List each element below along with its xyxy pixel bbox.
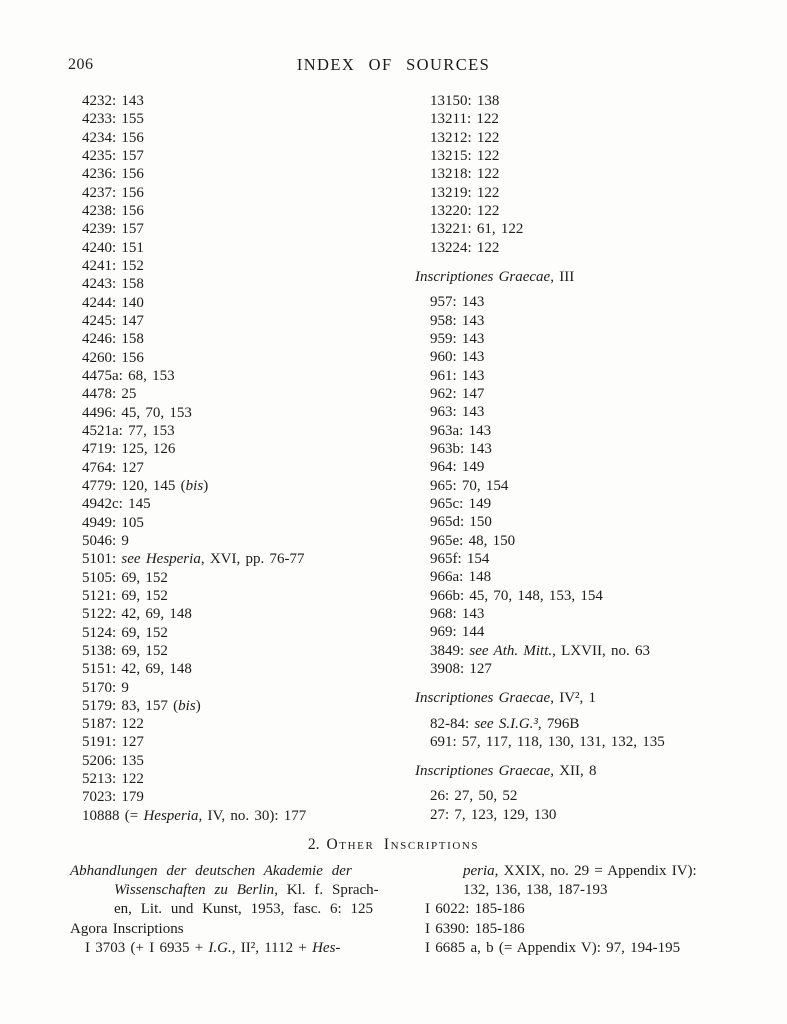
index-entry: [82, 367, 402, 385]
text-segment: 13150: 138: [430, 93, 500, 109]
index-entry: [82, 422, 402, 440]
index-entry: [415, 440, 760, 458]
text-segment: , 796B: [537, 715, 580, 732]
index-entry: [415, 348, 760, 366]
text-segment: Inscriptiones Graecae: [415, 763, 551, 780]
text-segment: 966a: 148: [430, 569, 492, 586]
section-number: 2.: [307, 836, 320, 853]
text-segment: 4234: 156: [82, 129, 144, 146]
text-segment: 963: 143: [430, 404, 485, 421]
text-segment: , III: [550, 268, 575, 285]
text-segment: 966b: 45, 70, 148, 153, 154: [430, 587, 603, 604]
index-entry: [415, 495, 760, 513]
text-segment: ): [203, 477, 209, 494]
index-entry: [82, 495, 402, 513]
text-segment: see S.I.G.³: [474, 715, 538, 732]
section-title: Other Inscriptions: [326, 836, 480, 853]
index-entry: [82, 715, 402, 733]
text-segment: 969: 144: [430, 624, 485, 641]
index-entry: [82, 239, 402, 257]
text-segment: 968: 143: [430, 605, 485, 622]
text-segment: 3849:: [430, 642, 470, 659]
text-segment: 132, 136, 138, 187-193: [463, 882, 608, 899]
text-segment: ): [195, 697, 201, 714]
text-segment: , II², 1112 +: [231, 939, 313, 956]
index-entry: [82, 770, 402, 788]
index-entry: [415, 477, 760, 495]
index-entry: [82, 733, 402, 751]
index-entry: [82, 165, 402, 183]
text-segment: Inscriptiones Graecae: [415, 690, 551, 707]
index-entry: [425, 900, 755, 919]
text-segment: 960: 143: [430, 349, 485, 366]
index-heading: [415, 762, 760, 780]
index-entry: [415, 110, 760, 128]
index-heading: [415, 689, 760, 707]
other-inscriptions-right: [425, 862, 755, 958]
text-segment: 964: 149: [430, 459, 485, 476]
text-segment: 962: 147: [430, 385, 485, 402]
index-entry: [82, 129, 402, 147]
index-entry: [82, 587, 402, 605]
index-entry: [415, 330, 760, 348]
index-entry: [415, 642, 760, 660]
index-entry: [82, 477, 402, 495]
index-entry: [415, 715, 760, 733]
index-entry: [415, 129, 760, 147]
index-entry: [82, 92, 402, 110]
index-entry: [415, 458, 760, 476]
index-entry: [415, 532, 760, 550]
text-segment: 4942c: 145: [82, 496, 151, 513]
index-entry: [415, 660, 760, 678]
text-segment: 3908: 127: [430, 660, 492, 677]
text-segment: , Kl. f. Sprach-: [274, 882, 379, 899]
text-segment: 965d: 150: [430, 514, 492, 531]
text-segment: , XII, 8: [550, 763, 597, 780]
text-segment: 4241: 152: [82, 257, 144, 274]
text-segment: see Ath. Mitt.: [469, 642, 553, 659]
index-entry: [70, 939, 405, 958]
index-entry: [415, 550, 760, 568]
text-segment: , XXIX, no. 29 = Appendix IV):: [494, 863, 697, 879]
index-entry: [415, 733, 760, 751]
text-segment: , IV², 1: [550, 690, 597, 707]
index-entry: [70, 881, 405, 900]
index-entry: [425, 939, 755, 958]
text-segment: 4496: 45, 70, 153: [82, 404, 192, 421]
text-segment: Hesperia: [143, 807, 199, 824]
text-segment: 13224: 122: [430, 239, 500, 256]
index-entry: [415, 385, 760, 403]
index-entry: [82, 349, 402, 367]
text-segment: bis: [185, 477, 204, 494]
index-entry: [82, 257, 402, 275]
index-entry: [415, 92, 760, 110]
index-entry: [415, 605, 760, 623]
text-segment: 4246: 158: [82, 331, 144, 348]
text-segment: I.G.: [208, 939, 232, 956]
index-entry: [70, 900, 405, 919]
index-entry: [415, 367, 760, 385]
other-inscriptions-left: [70, 862, 405, 958]
text-segment: 5122: 42, 69, 148: [82, 606, 192, 623]
text-segment: 963a: 143: [430, 422, 492, 439]
text-segment: 4719: 125, 126: [82, 441, 176, 458]
text-segment: 4244: 140: [82, 294, 144, 311]
index-entry: [82, 550, 402, 568]
text-segment: 957: 143: [430, 294, 485, 311]
text-segment: 4239: 157: [82, 221, 144, 238]
index-entry: [82, 624, 402, 642]
text-segment: 5170: 9: [82, 679, 129, 696]
index-entry: [415, 787, 760, 805]
text-segment: 5213: 122: [82, 771, 144, 788]
index-entry: [82, 788, 402, 806]
index-entry: [415, 806, 760, 824]
text-segment: 959: 143: [430, 330, 485, 347]
text-segment: 5105: 69, 152: [82, 569, 168, 586]
text-segment: 4764: 127: [82, 459, 144, 476]
index-column-right: [415, 92, 760, 824]
text-segment: , LXVII, no. 63: [552, 642, 650, 659]
text-segment: en, Lit. und Kunst, 1953, fasc. 6: 125: [114, 901, 374, 918]
index-entry: [415, 184, 760, 202]
index-entry: [82, 404, 402, 422]
text-segment: 4521a: 77, 153: [82, 422, 175, 439]
text-segment: 13215: 122: [430, 147, 500, 164]
text-segment: , XVI, pp. 76-77: [200, 551, 305, 568]
index-entry: [82, 184, 402, 202]
text-segment: 27: 7, 123, 129, 130: [430, 806, 557, 823]
text-segment: 4237: 156: [82, 184, 144, 201]
text-segment: bis: [178, 697, 196, 714]
page-number: 206: [68, 56, 94, 73]
text-segment: 4779: 120, 145 (: [82, 477, 186, 494]
text-segment: 13220: 122: [430, 202, 500, 219]
text-segment: 13219: 122: [430, 184, 500, 201]
index-entry: [70, 920, 405, 939]
index-entry: [415, 568, 760, 586]
text-segment: 5191: 127: [82, 734, 144, 751]
text-segment: 4478: 25: [82, 386, 137, 403]
text-segment: 5179: 83, 157 (: [82, 697, 179, 714]
index-entry: [82, 202, 402, 220]
text-segment: 13211: 122: [430, 111, 499, 128]
index-entry: [415, 202, 760, 220]
index-entry: [425, 862, 755, 881]
index-entry: [415, 623, 760, 641]
index-entry: [425, 881, 755, 900]
index-entry: [415, 165, 760, 183]
text-segment: 961: 143: [430, 367, 485, 384]
index-entry: [82, 532, 402, 550]
index-entry: [82, 330, 402, 348]
index-entry: [415, 293, 760, 311]
text-segment: I 6022: 185-186: [425, 901, 525, 918]
index-entry: [82, 752, 402, 770]
text-segment: 4240: 151: [82, 239, 144, 256]
text-segment: 5138: 69, 152: [82, 642, 168, 659]
text-segment: 4260: 156: [82, 349, 144, 366]
index-entry: [82, 679, 402, 697]
text-segment: 4236: 156: [82, 166, 144, 183]
text-segment: 4245: 147: [82, 312, 144, 329]
text-segment: 965: 70, 154: [430, 477, 509, 494]
index-entry: [82, 514, 402, 532]
index-entry: [415, 147, 760, 165]
text-segment: 965f: 154: [430, 550, 490, 567]
text-segment: , IV, no. 30): 177: [198, 807, 307, 824]
text-segment: 5151: 42, 69, 148: [82, 661, 192, 678]
text-segment: 4232: 143: [82, 93, 144, 109]
index-entry: [82, 385, 402, 403]
text-segment: 13218: 122: [430, 166, 500, 183]
text-segment: 10888 (=: [82, 807, 144, 824]
index-entry: [70, 862, 405, 881]
text-segment: 4475a: 68, 153: [82, 367, 175, 384]
index-entry: [82, 660, 402, 678]
index-heading: [415, 268, 760, 286]
text-segment: 82-84:: [430, 715, 475, 732]
index-entry: [415, 422, 760, 440]
text-segment: 4243: 158: [82, 276, 144, 293]
text-segment: 963b: 143: [430, 440, 492, 457]
text-segment: 965e: 48, 150: [430, 532, 516, 549]
index-entry: [82, 147, 402, 165]
text-segment: 4238: 156: [82, 202, 144, 219]
index-entry: [82, 697, 402, 715]
page-title: INDEX OF SOURCES: [296, 55, 491, 74]
text-segment: 5206: 135: [82, 752, 144, 769]
text-segment: see Hesperia: [121, 551, 201, 568]
index-entry: [82, 312, 402, 330]
text-segment: Inscriptiones Graecae: [415, 268, 551, 285]
text-segment: I 6685 a, b (= Appendix V): 97, 194-195: [425, 939, 681, 956]
text-segment: 4233: 155: [82, 111, 144, 128]
index-entry: [82, 642, 402, 660]
index-entry: [415, 220, 760, 238]
text-segment: peria: [463, 863, 495, 879]
index-entry: [415, 587, 760, 605]
text-segment: 13212: 122: [430, 129, 500, 146]
text-segment: Wissenschaften zu Berlin: [114, 882, 275, 899]
index-entry: [82, 807, 402, 825]
index-entry: [82, 569, 402, 587]
text-segment: 5124: 69, 152: [82, 624, 168, 641]
index-entry: [82, 605, 402, 623]
index-entry: [415, 403, 760, 421]
index-entry: [415, 513, 760, 531]
text-segment: 5101:: [82, 551, 122, 568]
text-segment: Abhandlungen der deutschen Akademie der: [70, 863, 352, 879]
index-entry: [425, 920, 755, 939]
text-segment: I 3703 (+ I 6935 +: [85, 939, 209, 956]
text-segment: Agora Inscriptions: [70, 920, 184, 937]
text-segment: 5187: 122: [82, 716, 144, 733]
text-segment: 5046: 9: [82, 532, 129, 549]
index-entry: [415, 239, 760, 257]
text-segment: 958: 143: [430, 312, 485, 329]
index-entry: [415, 312, 760, 330]
text-segment: 4949: 105: [82, 514, 144, 531]
text-segment: 691: 57, 117, 118, 130, 131, 132, 135: [430, 733, 665, 750]
index-entry: [82, 110, 402, 128]
text-segment: 4235: 157: [82, 147, 144, 164]
index-entry: [82, 220, 402, 238]
text-segment: Hes-: [312, 939, 341, 956]
text-segment: 26: 27, 50, 52: [430, 788, 518, 805]
index-entry: [82, 459, 402, 477]
text-segment: 13221: 61, 122: [430, 221, 524, 238]
index-entry: [82, 275, 402, 293]
text-segment: 965c: 149: [430, 495, 492, 512]
text-segment: 7023: 179: [82, 789, 144, 806]
section-heading: [0, 836, 787, 854]
text-segment: I 6390: 185-186: [425, 920, 525, 937]
index-column-left: [82, 92, 402, 825]
index-entry: [82, 294, 402, 312]
text-segment: 5121: 69, 152: [82, 587, 168, 604]
index-entry: [82, 440, 402, 458]
